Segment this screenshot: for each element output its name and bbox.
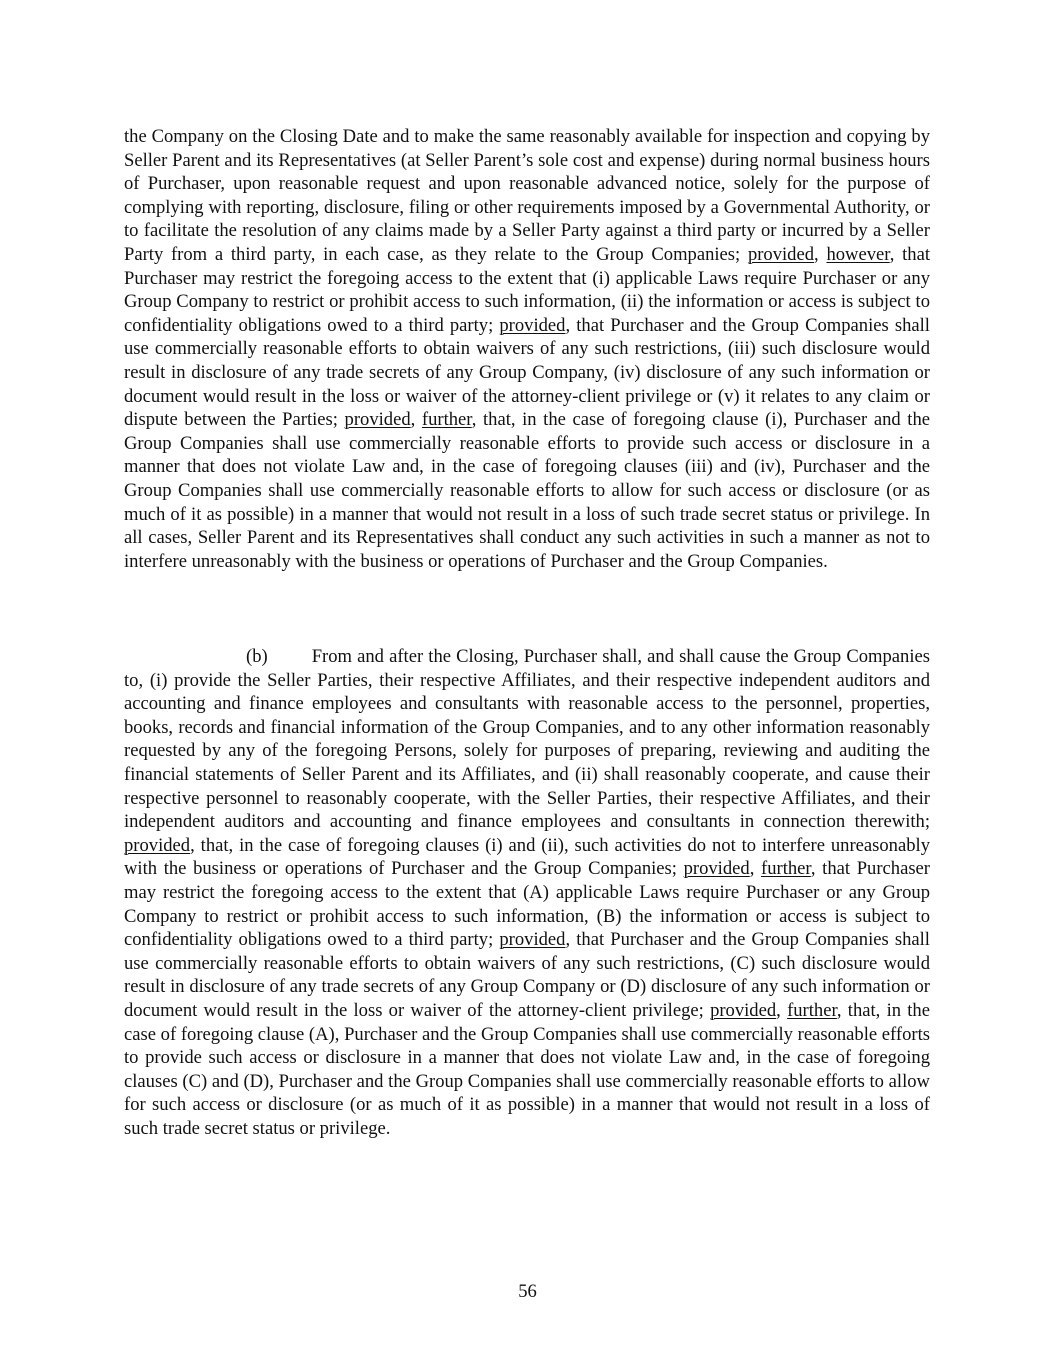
text-segment: , — [814, 243, 827, 265]
paragraph-label: (b) — [246, 646, 268, 667]
page-number: 56 — [518, 1281, 537, 1302]
text-segment: , that Purchaser and the Group Companies shall use commercially reasonable efforts to obtain waivers of any such restrictions, (iii) such disclosure would result in disclosure of any trade secrets of any Group Company, (iv) disclosure of any such information or document would result in the loss or waiver of the attorney-client privilege or (v) it relates to any claim or dispute between the Parties; — [124, 314, 930, 431]
paragraph-b — [124, 645, 930, 1140]
underlined-term-provided: provided — [499, 929, 566, 951]
text-segment: , that Purchaser may restrict the foregoing access to the extent that (i) applicable Laws require Purchaser or any Group Company to restrict or prohibit access to such information, (ii) the information or access is subject to confidentiality obligations owed to a third party; — [124, 243, 930, 336]
underlined-term-provided: provided — [747, 243, 815, 265]
underlined-term-provided: provided — [499, 314, 566, 336]
underlined-term-further: further — [761, 858, 811, 880]
underlined-term-provided: provided — [124, 834, 191, 856]
text-segment: , — [410, 409, 422, 431]
underlined-term-provided: provided — [344, 409, 411, 431]
underlined-term-provided: provided — [683, 858, 750, 880]
text-segment: , that, in the case of foregoing clause (i), Purchaser and the Group Companies shall use commercially reasonable efforts to provide such access or disclosure in a manner that does not violate Law and, in the case of foregoing clauses (iii) and (iv), Purchaser and the Group Companies shall use commercially reasonable efforts to allow for such access or disclosure (or as much of it as possible) in a manner that would not result in a loss of such trade secret status or privilege. In all cases, Seller Parent and its Representatives shall conduct any such activities in such a manner as not to interfere unreasonably with the business or operations of Purchaser and the Group Companies. — [124, 409, 930, 572]
text-segment: , — [749, 858, 762, 880]
text-segment: the Company on the Closing Date and to make the same reasonably available for inspection and copying by Seller Parent and its Representatives (at Seller Parent’s sole cost and expense) during normal business hours of Purchaser, upon reasonable request and upon reasonable advanced notice, solely for the purpose of complying with reporting, disclosure, filing or other requirements imposed by a Governmental Authority, or to facilitate the resolution of any claims made by a Seller Party against a third party or incurred by a Seller Party from a third party, in each case, as they relate to the Group Companies; — [124, 126, 930, 265]
text-segment: , — [776, 999, 788, 1021]
text-segment: From and after the Closing, Purchaser shall, and shall cause the Group Companies to, (i) provide the Seller Parties, their respective Affiliates, and their respective independent auditors and accounting and finance employees and consultants with reasonable access to the personnel, properties, books, records and financial information of the Group Companies, and to any other information reasonably requested by any of the foregoing Persons, solely for purposes of preparing, reviewing and auditing the financial statements of Seller Parent and its Affiliates, and (ii) shall reasonably cooperate, and cause their respective personnel to reasonably cooperate, with the Seller Parties, their respective Affiliates, and their independent auditors and accounting and finance employees and consultants in connection therewith; — [124, 646, 930, 833]
underlined-term-provided: provided — [710, 999, 777, 1021]
text-segment: , that Purchaser may restrict the foregoing access to the extent that (A) applicable Laws require Purchaser or any Group Company to restrict or prohibit access to such information, (B) the information or access is subject to confidentiality obligations owed to a third party; — [124, 858, 931, 951]
paragraph-a-continuation — [124, 125, 930, 573]
underlined-term-further: further — [787, 999, 837, 1021]
text-segment: , that, in the case of foregoing clauses (i) and (ii), such activities do not to interfere unreasonably with the business or operations of Purchaser and the Group Companies; — [124, 834, 930, 880]
underlined-term-however: however — [826, 243, 890, 265]
underlined-term-further: further — [421, 409, 472, 431]
text-segment: , that Purchaser and the Group Companies shall use commercially reasonable efforts to obtain waivers of any such restrictions, (C) such disclosure would result in disclosure of any trade secrets of any Group Company or (D) disclosure of any such information or document would result in the loss or waiver of the attorney-client privilege; — [124, 929, 930, 1021]
text-segment: , that, in the case of foregoing clause (A), Purchaser and the Group Companies shall use commercially reasonable efforts to provide such access or disclosure in a manner that does not violate Law and, in the case of foregoing clauses (C) and (D), Purchaser and the Group Companies shall use commercially reasonable efforts to allow for such access or disclosure (or as much of it as possible) in a manner that would not result in a loss of such trade secret status or privilege. — [124, 999, 930, 1139]
